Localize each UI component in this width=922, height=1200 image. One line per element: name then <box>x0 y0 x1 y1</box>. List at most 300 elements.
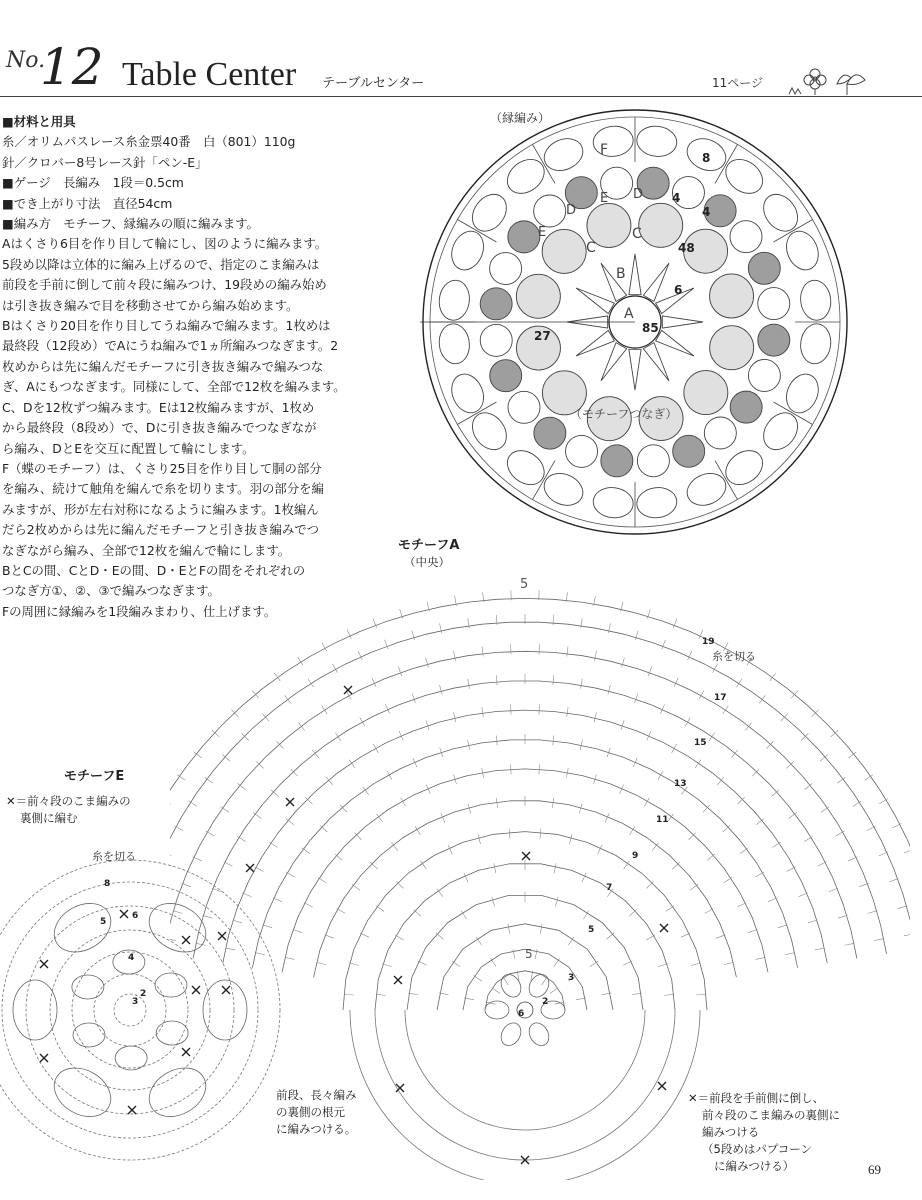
butterfly-wing <box>635 124 678 159</box>
row-number-label: 13 <box>674 779 687 789</box>
stitch-mark <box>349 963 359 966</box>
stitch-mark <box>672 744 677 753</box>
x-mark <box>286 798 294 806</box>
stitch-mark <box>344 994 354 995</box>
row-number-label: 3 <box>132 997 139 1007</box>
instruction-line: F（蝶のモチーフ）は、くさり25目を作り目して胴の部分 <box>2 460 322 476</box>
petal-stitch <box>525 1019 553 1049</box>
motif-b-petal <box>629 254 641 295</box>
page-reference: 11ページ <box>712 76 764 90</box>
butterfly-wing <box>465 188 513 238</box>
stitch-mark <box>690 884 698 890</box>
instruction-line: 最終段（12段め）でAにうね編みで1ヵ所編みつなぎます。2 <box>2 338 339 354</box>
butterfly-wing <box>592 124 635 159</box>
stitch-mark <box>555 897 558 907</box>
stitch-mark <box>553 675 554 685</box>
butterfly-wing <box>798 279 833 322</box>
label-a-count: 85 <box>642 321 659 335</box>
instructions-text <box>2 112 387 622</box>
stitch-mark <box>482 707 483 717</box>
stitch-mark <box>662 640 666 649</box>
row-number-label: 2 <box>542 997 549 1007</box>
motif-d-circle <box>673 435 705 467</box>
stitch-mark <box>674 678 678 687</box>
stitch-mark <box>491 958 497 966</box>
butterfly-wing <box>437 322 472 365</box>
butterfly-body <box>457 402 496 425</box>
row-number-label: 5 <box>100 917 107 927</box>
stitch-mark <box>666 906 674 912</box>
label-c: C <box>586 240 596 256</box>
stitch-mark <box>513 949 515 959</box>
motif-e-chart <box>0 840 290 1170</box>
flower-ornament-icon <box>785 62 885 96</box>
stitch-mark <box>594 651 596 661</box>
butterfly-wing <box>539 133 588 176</box>
stitch-mark <box>904 849 910 853</box>
stitch-mark <box>539 764 540 774</box>
stitch-mark <box>316 962 326 964</box>
stitch-mark <box>723 706 729 714</box>
stitch-mark <box>372 678 376 687</box>
stitch-row <box>485 971 565 1010</box>
row-number-label: 15 <box>694 738 707 748</box>
x-mark <box>120 910 128 918</box>
label-b-count: 6 <box>674 283 683 297</box>
label-join: （モチーフつなぎ） <box>570 407 678 421</box>
instruction-line: ■編み方 モチーフ、縁編みの順に編みます。 <box>2 216 259 232</box>
stitch-mark <box>724 962 734 964</box>
motif-c-circle <box>516 274 560 318</box>
stitch-mark <box>285 695 291 703</box>
motif-b-petal <box>629 349 641 390</box>
stitch-mark <box>170 799 171 804</box>
label-f: F <box>600 142 609 158</box>
instruction-line: だら2枚めからは先に編んだモチーフと引き抜き編みでつ <box>2 522 320 538</box>
stitch-mark <box>540 829 541 839</box>
butterfly-body <box>457 220 496 243</box>
stitch-mark <box>540 924 542 934</box>
instruction-line: 枚めからは先に編んだモチーフに引き抜き編みで編みつな <box>2 358 324 374</box>
note-line: に編みつける。 <box>276 1122 357 1136</box>
x-mark <box>128 1106 136 1114</box>
instruction-line: 糸／オリムパスレース糸金票40番 白（801）110g <box>2 134 296 150</box>
layout-diagram <box>410 100 860 560</box>
motif-b-petal <box>576 288 614 314</box>
stitch-row <box>437 924 613 1010</box>
stitch-mark <box>798 893 807 897</box>
butterfly-wing <box>719 152 769 200</box>
row-number-label: 5 <box>588 925 595 935</box>
stitch-mark <box>672 862 679 869</box>
instruction-line: みますが、形が左右対称になるように編みます。1枚編ん <box>2 501 319 517</box>
stitch-mark <box>418 961 427 965</box>
row-number-label: 6 <box>132 911 139 921</box>
stitch-mark <box>695 760 701 768</box>
motif-d-circle <box>601 445 633 477</box>
petal-stitch <box>525 971 553 1001</box>
x-mark <box>182 1048 190 1056</box>
stitch-mark <box>755 872 764 877</box>
stitch-mark <box>464 873 468 882</box>
stitch-mark <box>580 740 582 750</box>
butterfly-wing <box>446 369 489 418</box>
petal-stitch <box>485 1001 509 1019</box>
stitch-mark <box>808 920 818 923</box>
label-d-count: 4 <box>672 191 681 205</box>
stitch-mark <box>553 736 554 746</box>
instruction-line: ら編み、DとEを交互に配置して輪にします。 <box>2 440 255 456</box>
stitch-row <box>350 1010 700 1180</box>
stitch-mark <box>325 935 334 939</box>
instruction-line: Fの周囲に縁編みを1段編みまわり、仕上げます。 <box>2 603 277 619</box>
stitch-mark <box>376 906 384 912</box>
stitch-mark <box>818 862 827 866</box>
stitch-mark <box>535 949 537 959</box>
stitch-mark <box>554 863 556 873</box>
stitch-mark <box>550 988 558 994</box>
stitch-mark <box>252 691 258 699</box>
stitch-mark <box>436 933 444 940</box>
row-number-label: 19 <box>702 637 715 647</box>
instruction-line: Bはくさり20目を作り目してうね編みで編みます。1枚めは <box>2 318 331 334</box>
motif-b-petal <box>601 343 627 381</box>
stitch-mark <box>681 933 690 937</box>
motif-e-circle <box>534 195 566 227</box>
header-rule <box>0 96 922 97</box>
stitch-mark <box>688 651 692 660</box>
stitch-mark <box>621 720 624 729</box>
legend-line: ✕＝前々段のこま編みの <box>6 794 131 808</box>
label-e-count: 4 <box>702 205 711 219</box>
instruction-line: ぎ、Aにもつなぎます。同様にして、全部で12枚を編みます。 <box>2 379 346 395</box>
stitch-mark <box>874 939 884 941</box>
butterfly-wing <box>781 369 824 418</box>
stitch-mark <box>298 723 304 731</box>
butterfly-wing <box>798 322 833 365</box>
label-b: B <box>616 266 626 282</box>
butterfly-wing <box>592 485 635 520</box>
stitch-mark <box>318 877 326 882</box>
butterfly-wing <box>781 226 824 275</box>
motif-e-circle <box>758 288 790 320</box>
stitch-mark <box>801 733 808 740</box>
stitch-mark <box>511 764 512 774</box>
instruction-line: ■ゲージ 長編み 1段＝0.5cm <box>2 175 184 191</box>
stitch-mark <box>648 667 651 676</box>
stitch-mark <box>337 909 346 914</box>
stitch-mark <box>709 733 715 741</box>
stitch-mark <box>859 883 868 886</box>
label-c2: C <box>632 226 642 242</box>
stitch-mark <box>322 706 328 714</box>
petal-stitch <box>156 1021 188 1045</box>
stitch-mark <box>508 924 510 934</box>
instruction-line: を編み、続けて触角を編んで糸を切ります。羽の部分を編 <box>2 481 324 497</box>
butterfly-wing <box>719 444 769 492</box>
stitch-mark <box>454 712 456 722</box>
stitch-mark <box>293 929 302 932</box>
motif-b-petal <box>662 316 703 328</box>
label-e: E <box>538 225 547 240</box>
stitch-mark <box>396 881 403 888</box>
motif-b-petal <box>576 330 614 356</box>
stitch-mark <box>382 964 392 967</box>
stitch-mark <box>426 658 429 668</box>
motif-d-circle <box>758 324 790 356</box>
label-radius: 27 <box>534 329 551 343</box>
stitch-mark <box>464 998 474 1000</box>
butterfly-wing <box>757 188 805 238</box>
label-a: A <box>624 306 634 322</box>
stitch-mark <box>897 906 907 909</box>
legend-line: 裏側に編む <box>20 811 78 825</box>
label-e2: E <box>600 191 609 206</box>
stitch-mark <box>542 977 548 985</box>
stitch-mark <box>879 852 888 856</box>
motif-e-cut-label: 糸を切る <box>92 850 136 863</box>
stitch-mark <box>576 998 586 1000</box>
motif-a-subtitle: （中央） <box>404 555 450 569</box>
motif-b-petal <box>643 263 669 301</box>
stitch-mark <box>633 758 637 767</box>
page-number: 69 <box>868 1162 881 1177</box>
stitch-mark <box>904 934 910 936</box>
stitch-mark <box>412 631 415 641</box>
motif-d-circle <box>730 391 762 423</box>
stitch-row <box>343 832 707 1010</box>
motif-e-circle <box>637 445 669 477</box>
row-number-label: 4 <box>128 953 135 963</box>
stitch-mark <box>570 834 573 844</box>
motif-c-circle <box>639 203 683 247</box>
motif-e-circle <box>566 435 598 467</box>
motif-e-legend <box>6 793 131 827</box>
butterfly-wing <box>682 468 731 511</box>
butterfly-body <box>533 461 556 500</box>
stitch-mark <box>387 771 392 780</box>
stitch-mark <box>482 647 483 657</box>
stitch-mark <box>335 854 343 860</box>
motif-e-circle <box>490 253 522 285</box>
motif-c-circle <box>710 274 754 318</box>
motif-a-title: モチーフA <box>398 538 460 553</box>
label-d2: D <box>633 187 644 202</box>
motif-a-note-right <box>688 1090 840 1175</box>
stitch-mark <box>752 769 759 776</box>
stitch-mark <box>778 925 788 928</box>
x-mark <box>658 1082 666 1090</box>
stitch-row <box>2 882 258 1138</box>
stitch-mark <box>373 744 378 753</box>
instruction-line: 前段を手前に倒して前々段に編みつけ、19段めの編み始め <box>2 277 327 293</box>
stitch-mark <box>581 679 583 689</box>
butterfly-wing <box>539 468 588 511</box>
stitch-mark <box>845 943 855 945</box>
motif-d-circle <box>748 252 780 284</box>
stitch-mark <box>496 736 497 746</box>
stitch-mark <box>398 667 401 676</box>
stitch-mark <box>707 854 715 860</box>
motif-d-circle <box>508 221 540 253</box>
stitch-mark <box>646 935 655 940</box>
butterfly-wing <box>501 152 551 200</box>
instruction-line: 針／クロバー8号レース針「ペン-E」 <box>2 154 208 170</box>
stitch-mark <box>594 712 596 722</box>
stitch-mark <box>496 675 497 685</box>
stitch-mark <box>759 695 765 703</box>
stitch-mark <box>787 867 796 872</box>
stitch-row <box>72 952 188 1068</box>
row-number-label: 6 <box>518 1009 525 1019</box>
stitch-mark <box>473 976 481 982</box>
motif-d-circle <box>534 417 566 449</box>
label-f-count: 8 <box>702 151 711 165</box>
x-mark <box>660 924 668 932</box>
stitch-mark <box>889 879 898 882</box>
motif-e-circle <box>748 359 780 391</box>
motif-a-cut-label: 糸を切る <box>712 650 756 663</box>
stitch-mark <box>831 730 838 737</box>
stitch-mark <box>622 658 625 668</box>
petal-stitch <box>115 1046 147 1070</box>
note-line: （5段めはパプコーン <box>702 1142 813 1156</box>
stitch-mark <box>838 915 848 918</box>
label-c-count: 48 <box>678 241 695 255</box>
stitch-mark <box>370 862 377 869</box>
stitch-mark <box>421 861 427 869</box>
stitch-mark <box>395 935 404 940</box>
motif-e-circle <box>704 417 736 449</box>
stitch-row <box>0 860 280 1160</box>
stitch-mark <box>212 730 219 737</box>
stitch-mark <box>412 694 415 703</box>
stitch-row <box>375 864 675 1010</box>
stitch-mark <box>492 897 495 907</box>
row-number-label: 2 <box>140 989 147 999</box>
instruction-line: つなぎ方①、②、③で編みつなぎます。 <box>2 583 220 599</box>
label-d: D <box>566 203 577 218</box>
stitch-mark <box>815 948 825 950</box>
stitch-mark <box>352 884 360 890</box>
stitch-mark <box>567 647 568 657</box>
x-mark <box>394 976 402 984</box>
stitch-mark <box>635 694 638 703</box>
stitch-mark <box>724 877 732 882</box>
stitch-mark <box>647 881 654 888</box>
stitch-row <box>375 1010 675 1160</box>
stitch-mark <box>635 631 638 641</box>
stitch-mark <box>242 733 249 740</box>
stitch-mark <box>413 758 417 767</box>
note-line: 編みつける <box>702 1125 760 1139</box>
stitch-mark <box>567 707 568 717</box>
stitch-mark <box>509 829 510 839</box>
stitch-mark <box>696 994 706 995</box>
note-line: に編みつける） <box>714 1159 795 1173</box>
butterfly-body <box>715 144 738 183</box>
instruction-line: C、Dを12枚ずつ編みます。Eは12枚編みますが、1枚め <box>2 399 315 415</box>
note-line: 前々段のこま編みの裏側に <box>702 1108 840 1122</box>
row-number-label: 8 <box>104 879 111 889</box>
stitch-mark <box>785 953 795 955</box>
butterfly-wing <box>757 406 805 456</box>
instruction-line: BとCの間、CとD・Eの間、D・EとFの間をそれぞれの <box>2 562 306 578</box>
stitch-row <box>193 681 857 959</box>
note-line: 前段、長々編み <box>276 1088 357 1102</box>
stitch-mark <box>605 813 609 822</box>
note-line: ✕＝前段を手前側に倒し、 <box>688 1091 825 1105</box>
stitch-row <box>252 740 797 968</box>
stitch-mark <box>772 842 780 847</box>
stitch-mark <box>358 651 362 660</box>
stitch-mark <box>737 903 746 907</box>
x-mark <box>344 686 352 694</box>
label-border: （縁編み） <box>490 111 551 125</box>
motif-c-circle <box>710 326 754 370</box>
motif-e-circle <box>730 221 762 253</box>
stitch-mark <box>554 958 560 966</box>
stitch-mark <box>623 961 632 965</box>
stitch-mark <box>748 929 757 932</box>
stitch-mark <box>478 834 481 844</box>
butterfly-wing <box>465 406 513 456</box>
stitch-mark <box>598 845 602 854</box>
stitch-mark <box>829 888 838 892</box>
petal-stitch <box>141 1058 215 1126</box>
row-number-label: 9 <box>632 851 639 861</box>
instruction-line: Aはくさり6目を作り目して輪にし、図のように編みます。 <box>2 236 328 252</box>
stitch-mark <box>441 813 445 822</box>
instruction-line: ■材料と用具 <box>2 114 76 129</box>
stitch-mark <box>664 994 674 995</box>
instruction-line: ■でき上がり寸法 直径54cm <box>2 195 173 211</box>
stitch-mark <box>333 664 338 673</box>
stitch-mark <box>304 903 313 907</box>
butterfly-body <box>715 461 738 500</box>
stitch-mark <box>740 848 748 854</box>
stitch-mark <box>385 640 389 649</box>
butterfly-wing <box>635 485 678 520</box>
butterfly-body <box>533 144 556 183</box>
petal-stitch <box>46 894 120 962</box>
stitch-mark <box>302 848 310 854</box>
stitch-mark <box>691 963 701 966</box>
x-mark <box>222 986 230 994</box>
stitch-mark <box>607 933 615 940</box>
page-title: Table Center <box>122 56 297 93</box>
stitch-mark <box>335 733 341 741</box>
note-line: の裏側の根元 <box>276 1105 345 1119</box>
stitch-mark <box>426 720 429 729</box>
stitch-mark <box>414 910 421 917</box>
instruction-line: から最終段（8段め）で、Dに引き抜き編みでつなぎなが <box>2 420 317 436</box>
motif-e-circle <box>508 391 540 423</box>
butterfly-body <box>774 402 813 425</box>
instruction-line: 5段め以降は立体的に編み上げるので、指定のこま編みは <box>2 256 320 272</box>
row-number-label: 17 <box>714 693 727 703</box>
petal-stitch <box>497 1019 525 1049</box>
stitch-mark <box>503 977 509 985</box>
stitch-mark <box>360 933 369 937</box>
stitch-row <box>405 1010 645 1130</box>
row-number-label: 11 <box>656 815 669 825</box>
stitch-mark <box>349 760 355 768</box>
stitch-mark <box>756 957 766 959</box>
motif-d-circle <box>490 360 522 392</box>
stitch-mark <box>454 651 456 661</box>
pattern-number-prefix: No. <box>6 48 46 73</box>
